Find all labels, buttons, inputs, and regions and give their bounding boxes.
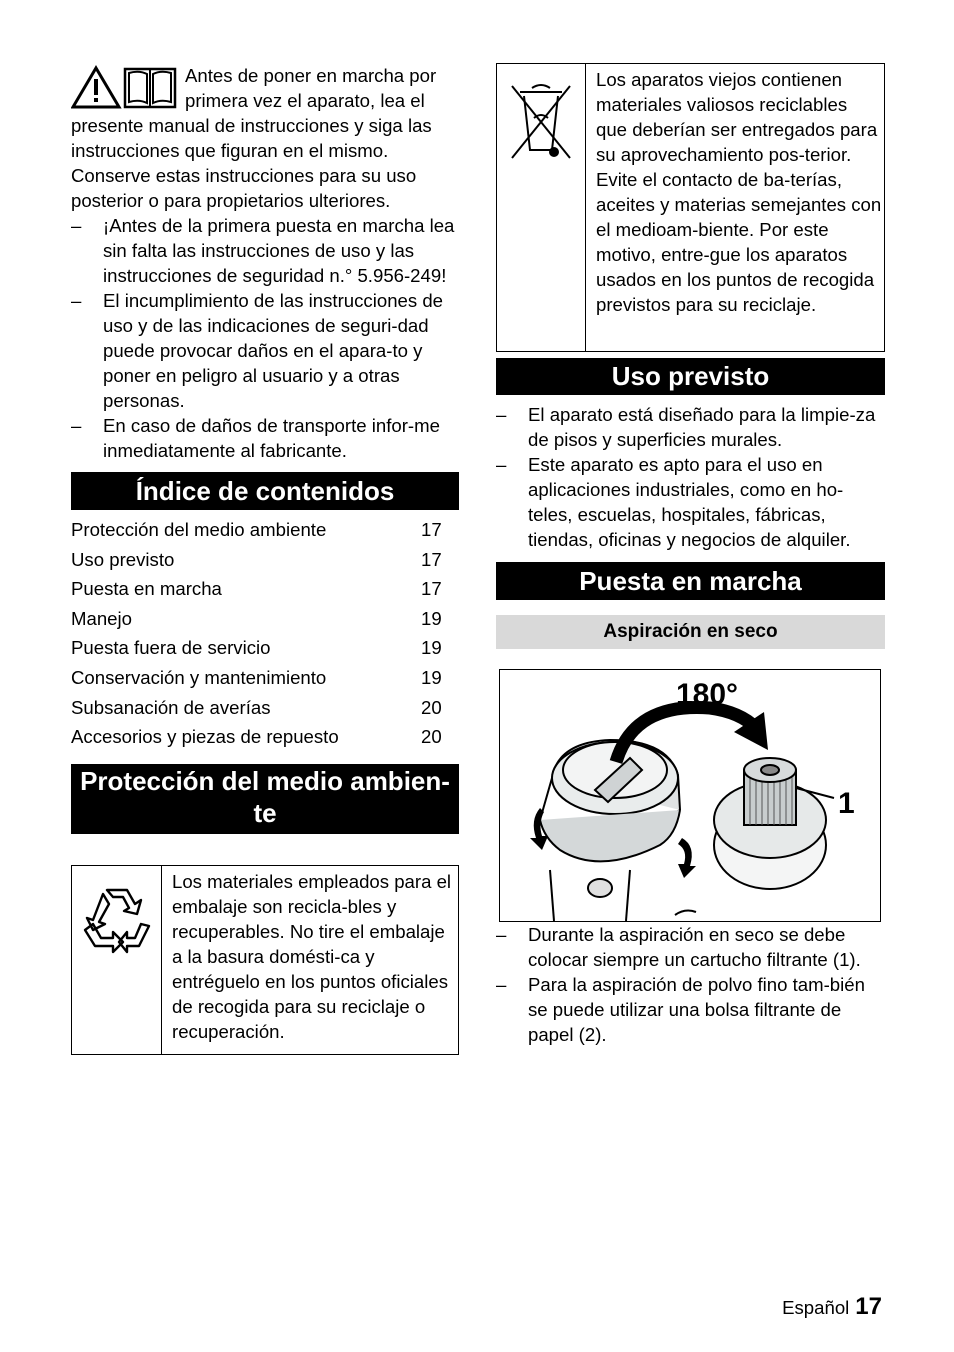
intro-icons: [71, 65, 179, 109]
recycle-text: Los materiales empleados para el embalaje son recicla-bles y recuperables. No tire el embalaje a la basura domésti-ca y entréguelo en los puntos oficiales de recogida para su reciclaje o recuperación.: [172, 870, 452, 1042]
toc-item-page: 17: [421, 578, 442, 600]
toc-heading: Índice de contenidos: [71, 472, 459, 510]
warning-icon: [73, 68, 119, 107]
list-item: – El aparato está diseñado para la limpie-za de pisos y superficies murales.: [496, 402, 885, 452]
disposal-box: [496, 63, 885, 352]
recycle-icon-cell: [72, 866, 162, 1054]
filter-cartridge-drawing: [714, 758, 834, 889]
disposal-icon-cell: [497, 64, 586, 351]
disposal-text: Los aparatos viejos contienen materiales valiosos reciclables que deberían ser entregados para su aprovechamiento pos-terior. Evite el contacto de ba-terías, aceites y materias semejantes con el medioam-biente. Por este motivo, entre-gue los aparatos usados en los puntos de recogida previstos para su reciclaje.: [596, 69, 882, 315]
list-item: – En caso de daños de transporte infor-me inmediatamente al fabricante.: [71, 413, 459, 463]
callout-1: 1: [838, 787, 855, 820]
crossed-bin-icon: [508, 82, 574, 162]
toc-item-page: 19: [421, 637, 442, 659]
toc-item-page: 17: [421, 519, 442, 540]
toc-item-page: 17: [421, 548, 442, 570]
toc-list: [71, 515, 459, 752]
toc-item-page: 20: [421, 696, 442, 718]
footer-language: Español: [782, 1297, 850, 1318]
toc-item[interactable]: [71, 663, 459, 693]
toc-item[interactable]: [71, 545, 459, 575]
toc-item-label: Puesta en marcha: [71, 578, 222, 600]
toc-item[interactable]: [71, 633, 459, 663]
recycle-box: [71, 865, 459, 1055]
rotation-label: 180°: [676, 678, 739, 711]
right-column: [496, 63, 885, 1047]
toc-item-label: Protección del medio ambiente: [71, 519, 327, 540]
left-column: [71, 63, 459, 1055]
toc-item-label: Accesorios y piezas de repuesto: [71, 726, 339, 748]
uso-bullets: [496, 402, 885, 552]
toc-item-label: Puesta fuera de servicio: [71, 637, 271, 659]
manual-book-icon: [125, 69, 175, 107]
toc-item-page: 19: [421, 607, 442, 629]
page-footer: [782, 1293, 882, 1321]
intro-section: [71, 63, 459, 463]
toc-item[interactable]: [71, 693, 459, 723]
environment-heading-line1: Protección del medio ambien-: [80, 765, 450, 796]
page-number: 17: [855, 1293, 882, 1320]
list-item: – Este aparato es apto para el uso en aplicaciones industriales, como en ho-teles, escuelas, hospitales, fábricas, tiendas, oficinas y negocios de alquiler.: [496, 452, 885, 552]
filter-illustration: [500, 670, 880, 921]
dry-vacuum-subheading: Aspiración en seco: [496, 615, 885, 649]
toc-item-page: 19: [421, 666, 442, 688]
toc-item-page: 20: [421, 726, 442, 748]
toc-item[interactable]: [71, 604, 459, 634]
intro-text: Antes de poner en marcha por primera vez el aparato, lea el presente manual de instrucciones y siga las instrucciones que figuran en el mismo. Conserve estas instrucciones para su uso posterior o para propietarios ulteriores.: [71, 65, 437, 211]
toc-item[interactable]: [71, 574, 459, 604]
toc-item[interactable]: [71, 722, 459, 752]
puesta-bullets: [496, 922, 885, 1047]
list-item: – El incumplimiento de las instrucciones de uso y de las indicaciones de seguri-dad puede provocar daños en el apara-to y poner en peligro al usuario y a otras personas.: [71, 288, 459, 413]
uso-heading: Uso previsto: [496, 358, 885, 395]
list-item: – Para la aspiración de polvo fino tam-bién se puede utilizar una bolsa filtrante de papel (2).: [496, 972, 885, 1047]
toc-item[interactable]: [71, 515, 459, 545]
list-item: – Durante la aspiración en seco se debe colocar siempre un cartucho filtrante (1).: [496, 922, 885, 972]
puesta-heading: Puesta en marcha: [496, 562, 885, 600]
list-item: – ¡Antes de la primera puesta en marcha lea sin falta las instrucciones de uso y las instrucciones de seguridad n.° 5.956-249!: [71, 213, 459, 288]
intro-bullets: [71, 213, 459, 463]
vacuum-container-drawing: [540, 740, 696, 921]
toc-item-label: Uso previsto: [71, 548, 175, 570]
toc-item-label: Conservación y mantenimiento: [71, 666, 327, 688]
toc-item-label: Manejo: [71, 607, 132, 629]
environment-heading-line2: te: [253, 797, 277, 828]
filter-figure: [499, 669, 881, 922]
recycle-icon: [79, 884, 155, 960]
environment-heading: [71, 764, 459, 834]
toc-item-label: Subsanación de averías: [71, 696, 271, 718]
